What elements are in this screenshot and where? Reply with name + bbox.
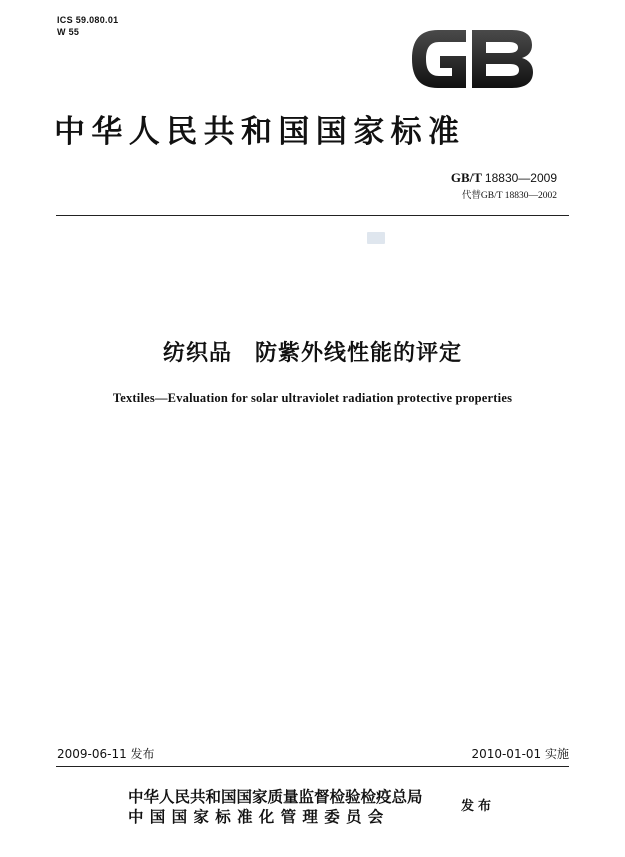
classification-codes <box>57 14 118 38</box>
ccs-code: W 55 <box>57 27 80 37</box>
publish-label: 发布 <box>461 799 496 814</box>
bottom-divider <box>56 766 569 767</box>
standard-code: 18830—2009 <box>484 171 557 185</box>
gb-logo <box>408 26 536 92</box>
standard-number <box>451 170 557 186</box>
issuing-authorities <box>128 787 423 827</box>
top-divider <box>56 215 569 216</box>
issue-date: 2009-06-11 发布 <box>57 747 155 761</box>
standard-prefix: GB/T <box>450 170 482 185</box>
issuer-aqsiq: 中华人民共和国国家质量监督检验检疫总局 <box>128 787 423 806</box>
replaces-note: 代替GB/T 18830—2002 <box>461 191 557 201</box>
watermark-stamp <box>367 232 385 244</box>
implementation-date: 2010-01-01 实施 <box>471 747 569 761</box>
title-english: Textiles—Evaluation for solar ultraviolet radiation protective properties <box>112 391 513 405</box>
ics-code: ICS 59.080.01 <box>57 15 119 25</box>
title-chinese: 纺织品 防紫外线性能的评定 <box>162 341 462 366</box>
standard-number-block <box>451 170 557 201</box>
issuer-sac: 中国国家标准化管理委员会 <box>128 807 390 826</box>
national-standard-heading: 中华人民共和国国家标准 <box>54 114 466 150</box>
